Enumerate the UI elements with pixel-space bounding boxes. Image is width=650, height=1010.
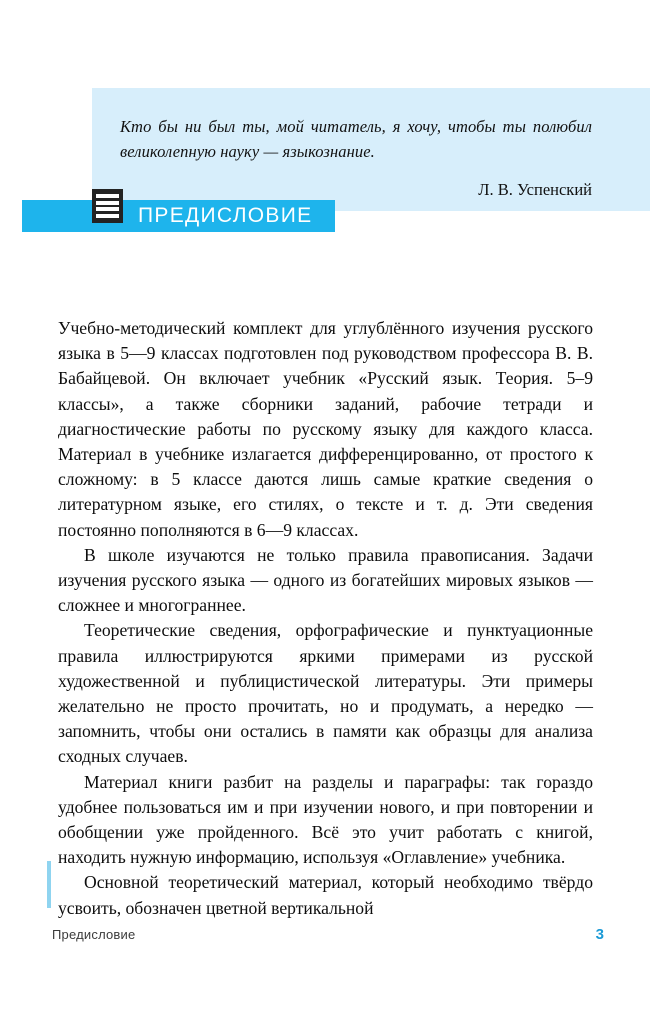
paragraph-highlighted: Основной теоретический материал, который необходимо твёрдо усвоить, обозначен цветной вертикальной <box>58 872 593 918</box>
epigraph-quote: Кто бы ни был ты, мой читатель, я хочу, чтобы ты полюбил великолепную науку — языкознание. <box>120 117 592 161</box>
epigraph-block <box>92 88 650 211</box>
page-number: 3 <box>595 926 604 943</box>
vertical-highlight-rule <box>47 861 51 908</box>
icon-line <box>96 201 119 205</box>
paragraph: В школе изучаются не только правила правописания. Задачи изучения русского языка — одного из богатейших мировых языков — сложнее и многограннее. <box>58 544 593 616</box>
body-text <box>58 316 593 921</box>
paragraph: Материал книги разбит на разделы и параграфы: так гораздо удобнее пользоваться им и при изучении нового, и при повторении и обобщении уже пройденного. Всё это учит работать с книгой, находить нужную информацию, используя «Оглавление» учебника. <box>58 771 593 868</box>
icon-line <box>96 207 119 211</box>
page-footer <box>52 926 604 943</box>
paragraph: Учебно-методический комплект для углублённого изучения русского языка в 5—9 классах подготовлен под руководством профессора В. В. Бабайцевой. Он включает учебник «Русский язык. Теория. 5–9 классы», а также сборники заданий, рабочие тетради и диагностические работы по русскому языку для каждого класса. Материал в учебнике излагается дифференцированно, от простого к сложному: в 5 классе даются лишь самые краткие сведения о литературном языке, его стилях, о тексте и т. д. Эти сведения постоянно пополняются в 6—9 классах. <box>58 318 593 540</box>
epigraph-author: Л. В. Успенский <box>478 180 592 199</box>
paragraph: Теоретические сведения, орфографические и пунктуационные правила иллюстрируются яркими примерами из русской художественной и публицистической литературы. Эти примеры желательно не просто прочитать, но и продумать, а нередко — запомнить, чтобы они остались в памяти как образцы для анализа сходных случаев. <box>58 620 593 767</box>
lines-document-icon <box>92 189 123 223</box>
footer-section-label: Предисловие <box>52 927 136 942</box>
icon-line <box>96 214 119 218</box>
icon-line <box>96 194 119 198</box>
section-title: ПРЕДИСЛОВИЕ <box>138 204 313 227</box>
